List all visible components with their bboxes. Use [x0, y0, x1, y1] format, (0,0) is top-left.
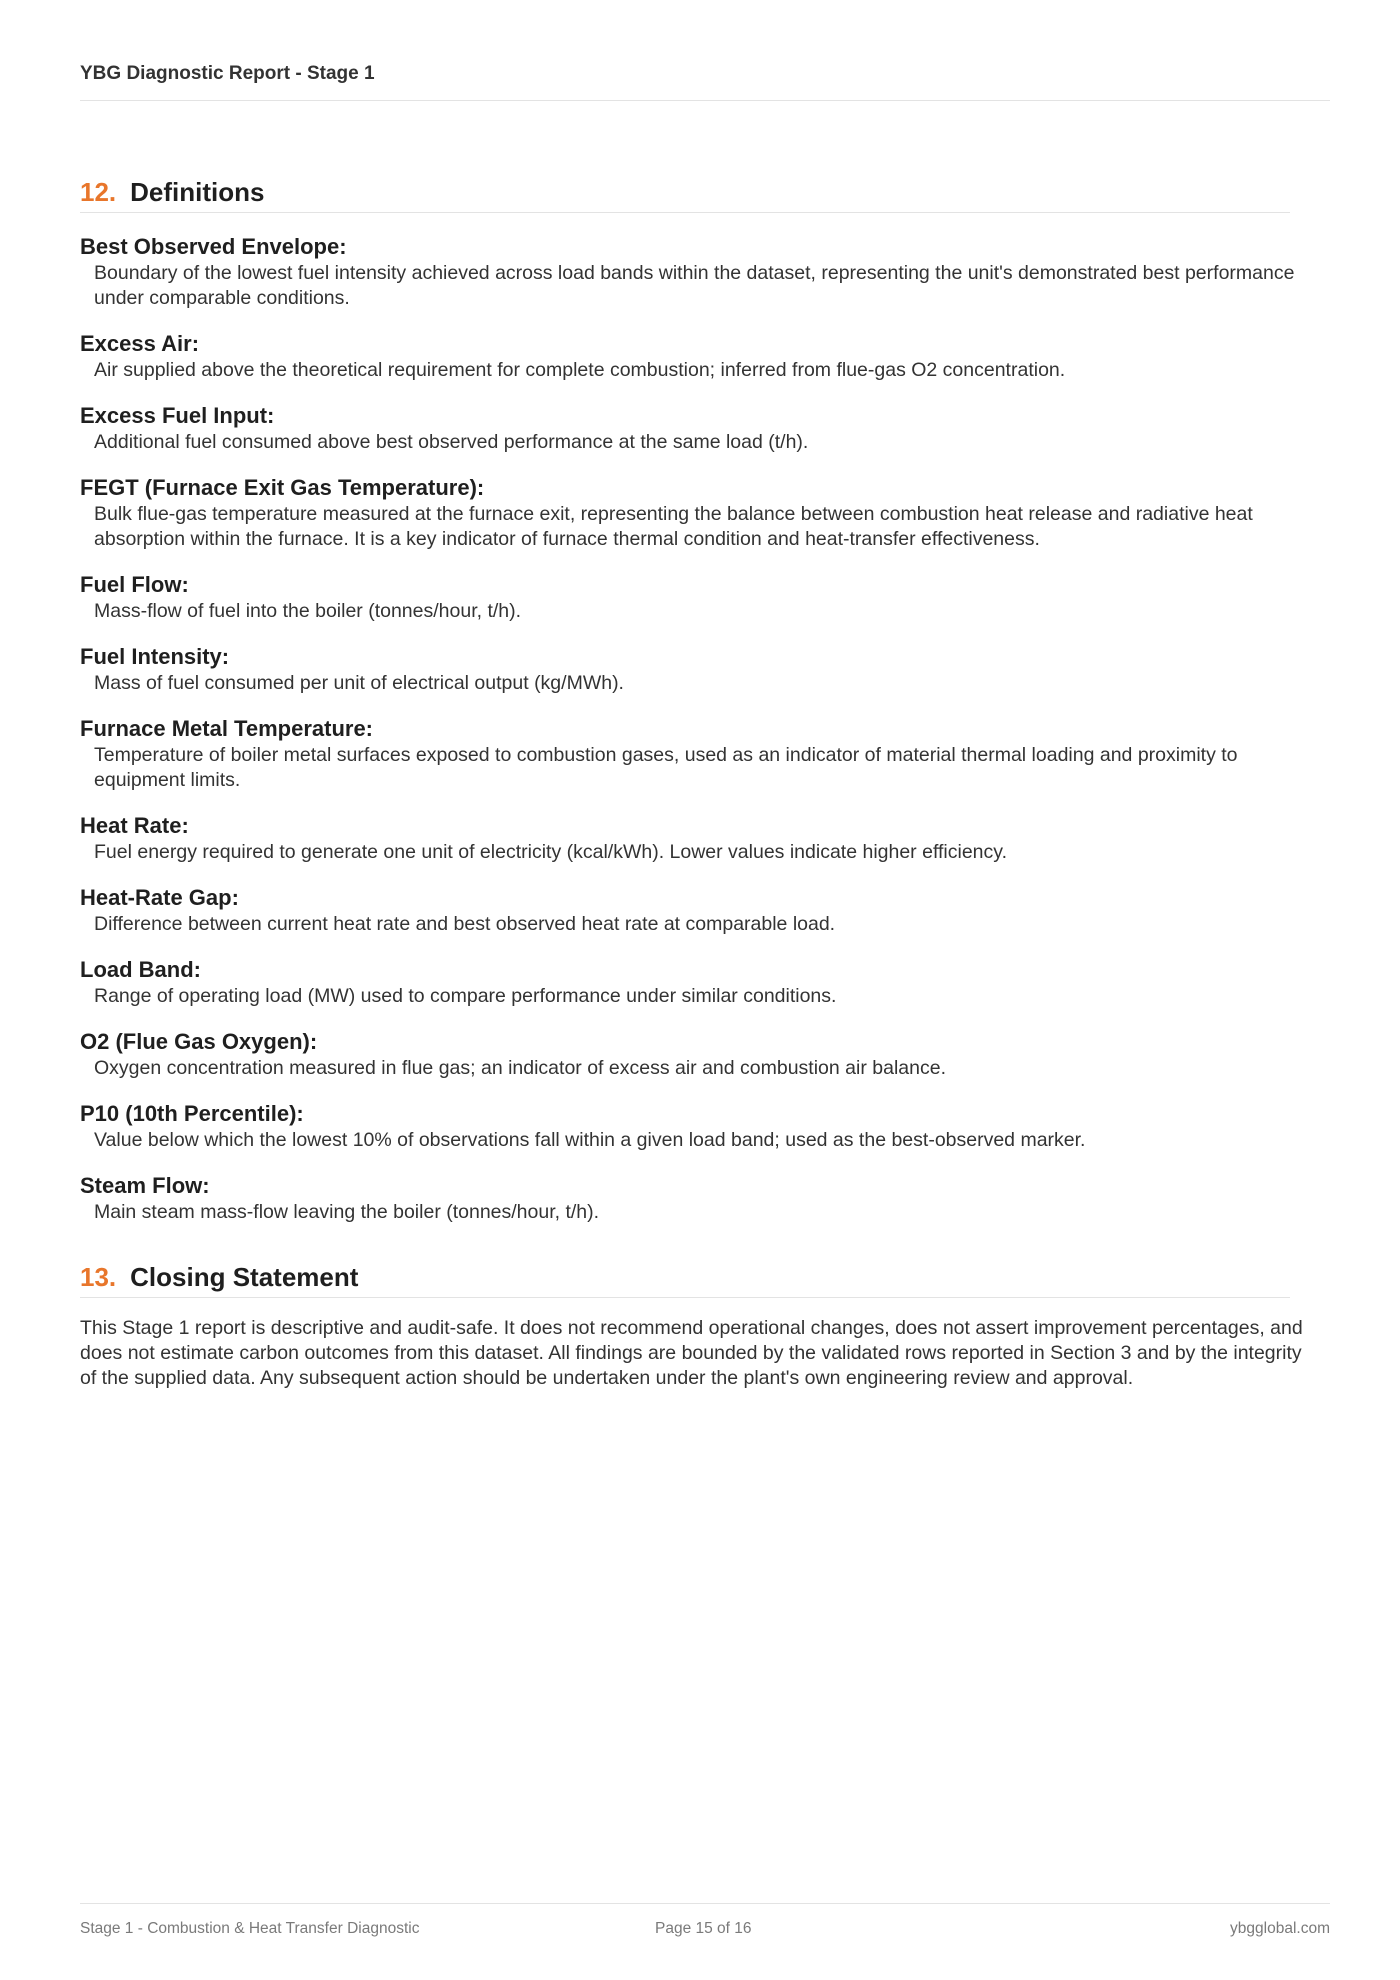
definition-item	[80, 474, 1330, 552]
definition-term: Excess Fuel Input:	[80, 403, 275, 428]
definition-term: Fuel Intensity:	[80, 644, 230, 669]
definition-term: FEGT (Furnace Exit Gas Temperature):	[80, 475, 485, 500]
section-number: 13.	[80, 1262, 117, 1292]
definition-item	[80, 884, 1330, 937]
definition-term: Load Band:	[80, 957, 201, 982]
page-footer	[80, 1903, 1330, 1944]
definition-description: Range of operating load (MW) used to compare performance under similar conditions.	[94, 985, 837, 1007]
definition-description: Bulk flue-gas temperature measured at the furnace exit, representing the balance between combustion heat release and radiative heat absorption within the furnace. It is a key indicator of furnace thermal condition and heat-transfer effectiveness.	[94, 503, 1253, 550]
section-heading	[80, 176, 1290, 213]
definition-item	[80, 956, 1330, 1009]
closing-statement-text: This Stage 1 report is descriptive and audit-safe. It does not recommend operational changes, does not assert improvement percentages, and does not estimate carbon outcomes from this dataset. All findings are bounded by the validated rows reported in Section 3 and by the integrity of the supplied data. Any subsequent action should be undertaken under the plant's own engineering review and approval.	[80, 1317, 1303, 1389]
definition-description: Fuel energy required to generate one unit of electricity (kcal/kWh). Lower values indicate higher efficiency.	[94, 841, 1007, 863]
definition-item	[80, 571, 1330, 624]
definition-description: Value below which the lowest 10% of observations fall within a given load band; used as the best-observed marker.	[94, 1129, 1086, 1151]
page-content	[80, 176, 1330, 1391]
definition-description: Main steam mass-flow leaving the boiler (tonnes/hour, t/h).	[94, 1201, 600, 1223]
footer-report-name: Stage 1 - Combustion & Heat Transfer Diagnostic	[80, 1920, 420, 1937]
footer-website: ybgglobal.com	[1230, 1920, 1330, 1937]
definition-description: Additional fuel consumed above best observed performance at the same load (t/h).	[94, 431, 809, 453]
definition-description: Oxygen concentration measured in flue gas; an indicator of excess air and combustion air balance.	[94, 1057, 946, 1079]
definitions-list	[80, 233, 1330, 1225]
section-title: Definitions	[130, 177, 265, 207]
definition-item	[80, 402, 1330, 455]
section-title: Closing Statement	[130, 1262, 359, 1292]
definition-term: Steam Flow:	[80, 1173, 210, 1198]
definition-term: Furnace Metal Temperature:	[80, 716, 374, 741]
definition-item	[80, 1028, 1330, 1081]
definition-item	[80, 233, 1330, 311]
definition-description: Mass-flow of fuel into the boiler (tonnes/hour, t/h).	[94, 600, 522, 622]
definition-term: Fuel Flow:	[80, 572, 189, 597]
closing-statement-section	[80, 1261, 1330, 1391]
footer-page-number: Page 15 of 16	[655, 1920, 752, 1937]
definition-term: Heat-Rate Gap:	[80, 885, 239, 910]
definition-description: Difference between current heat rate and best observed heat rate at comparable load.	[94, 913, 836, 935]
definition-item	[80, 330, 1330, 383]
definition-description: Air supplied above the theoretical requirement for complete combustion; inferred from flue-gas O2 concentration.	[94, 359, 1066, 381]
definition-term: Excess Air:	[80, 331, 200, 356]
definition-item	[80, 1172, 1330, 1225]
definition-term: O2 (Flue Gas Oxygen):	[80, 1029, 318, 1054]
definition-item	[80, 1100, 1330, 1153]
definition-description: Boundary of the lowest fuel intensity achieved across load bands within the dataset, representing the unit's demonstrated best performance under comparable conditions.	[94, 262, 1295, 309]
definition-description: Temperature of boiler metal surfaces exposed to combustion gases, used as an indicator of material thermal loading and proximity to equipment limits.	[94, 744, 1238, 791]
definition-description: Mass of fuel consumed per unit of electrical output (kg/MWh).	[94, 672, 624, 694]
section-heading	[80, 1261, 1290, 1298]
definition-term: Heat Rate:	[80, 813, 189, 838]
page-header	[80, 62, 1330, 101]
header-title: YBG Diagnostic Report - Stage 1	[80, 63, 375, 84]
definition-item	[80, 715, 1330, 793]
definitions-section	[80, 176, 1330, 1225]
section-number: 12.	[80, 177, 117, 207]
definition-item	[80, 643, 1330, 696]
definition-item	[80, 812, 1330, 865]
definition-term: Best Observed Envelope:	[80, 234, 347, 259]
definition-term: P10 (10th Percentile):	[80, 1101, 304, 1126]
